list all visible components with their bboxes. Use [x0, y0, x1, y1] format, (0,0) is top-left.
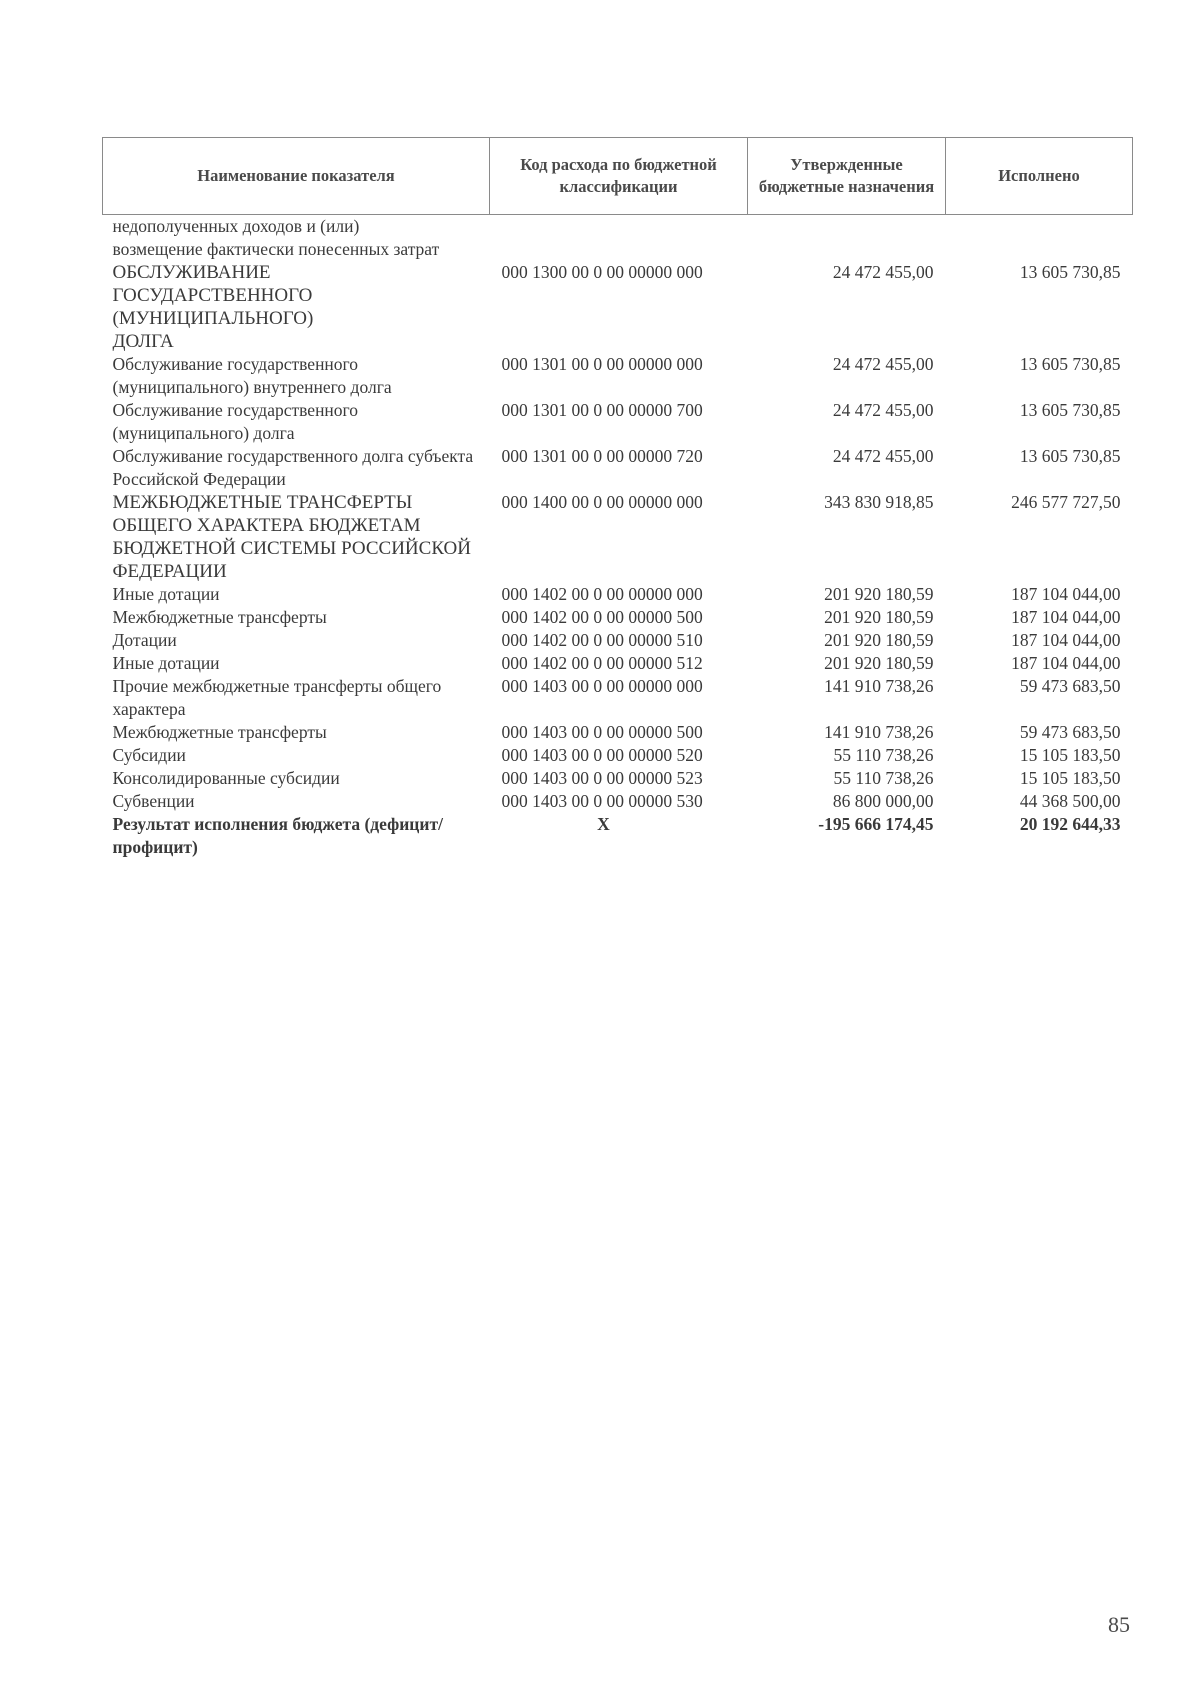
row-name: Прочие межбюджетные трансферты общего характера	[112, 676, 442, 719]
row-code: 000 1301 00 0 00 00000 000	[501, 354, 703, 374]
row-executed: 187 104 044,00	[1011, 584, 1121, 604]
row-code: 000 1300 00 0 00 00000 000	[501, 262, 703, 282]
table-row-result	[103, 813, 1133, 859]
budget-execution-table	[102, 137, 1133, 859]
row-code: 000 1403 00 0 00 00000 000	[501, 676, 703, 696]
row-code: 000 1403 00 0 00 00000 520	[501, 745, 703, 765]
row-executed: 187 104 044,00	[1011, 653, 1121, 673]
row-executed: 187 104 044,00	[1011, 630, 1121, 650]
row-name: Дотации	[112, 630, 177, 650]
row-code: 000 1402 00 0 00 00000 500	[501, 607, 703, 627]
row-executed: 246 577 727,50	[1011, 492, 1121, 512]
row-code	[490, 215, 748, 262]
row-approved: 24 472 455,00	[832, 446, 934, 466]
row-executed: 59 473 683,50	[1019, 722, 1121, 742]
row-code: 000 1402 00 0 00 00000 512	[501, 653, 703, 673]
row-executed: 20 192 644,33	[1019, 814, 1121, 834]
row-name: Межбюджетные трансферты	[112, 722, 327, 742]
table-row	[103, 629, 1133, 652]
row-approved: 201 920 180,59	[824, 653, 934, 673]
row-name: Консолидированные субсидии	[112, 768, 340, 788]
row-name: Обслуживание государственного долга субъекта Российской Федерации	[112, 446, 474, 489]
table-row	[103, 721, 1133, 744]
row-name: Субсидии	[112, 745, 186, 765]
row-approved: -195 666 174,45	[818, 814, 934, 834]
page-number: 85	[1108, 1612, 1130, 1637]
row-name: Иные дотации	[112, 584, 220, 604]
row-name: Межбюджетные трансферты	[112, 607, 327, 627]
header-code: Код расхода по бюджетной классификации	[490, 138, 748, 215]
table-row	[103, 744, 1133, 767]
row-executed: 44 368 500,00	[1019, 791, 1121, 811]
row-approved: 24 472 455,00	[832, 262, 934, 282]
header-approved: Утвержденные бюджетные назначения	[748, 138, 946, 215]
row-approved: 201 920 180,59	[824, 584, 934, 604]
row-name: Обслуживание государственного (муниципального) долга	[112, 400, 359, 443]
table-row	[103, 652, 1133, 675]
table-row	[103, 583, 1133, 606]
row-name: Результат исполнения бюджета (дефицит/профицит)	[112, 814, 443, 857]
row-approved: 24 472 455,00	[832, 400, 934, 420]
row-code: 000 1400 00 0 00 00000 000	[501, 492, 703, 512]
row-approved: 86 800 000,00	[832, 791, 934, 811]
table-row	[103, 399, 1133, 445]
row-code: 000 1403 00 0 00 00000 500	[501, 722, 703, 742]
row-code: X	[597, 814, 610, 834]
row-code: 000 1402 00 0 00 00000 510	[501, 630, 703, 650]
row-executed: 13 605 730,85	[1019, 400, 1121, 420]
row-code: 000 1301 00 0 00 00000 700	[501, 400, 703, 420]
table-row	[103, 261, 1133, 353]
row-name: недополученных доходов и (или) возмещение фактически понесенных затрат	[112, 216, 440, 259]
row-approved: 55 110 738,26	[833, 768, 934, 788]
table-row	[103, 790, 1133, 813]
row-code: 000 1402 00 0 00 00000 000	[501, 584, 703, 604]
row-executed: 187 104 044,00	[1011, 607, 1121, 627]
row-name: МЕЖБЮДЖЕТНЫЕ ТРАНСФЕРТЫ ОБЩЕГО ХАРАКТЕРА БЮДЖЕТАМ БЮДЖЕТНОЙ СИСТЕМЫ РОССИЙСКОЙ ФЕДЕРАЦИИ	[112, 492, 471, 582]
table-row	[103, 353, 1133, 399]
row-approved: 24 472 455,00	[832, 354, 934, 374]
row-executed: 13 605 730,85	[1019, 354, 1121, 374]
row-executed	[946, 215, 1133, 262]
row-name: Иные дотации	[112, 653, 220, 673]
row-approved: 201 920 180,59	[824, 607, 934, 627]
table-body	[103, 215, 1133, 860]
row-executed: 13 605 730,85	[1019, 262, 1121, 282]
row-code: 000 1403 00 0 00 00000 523	[501, 768, 703, 788]
row-approved	[748, 215, 946, 262]
table-row	[103, 491, 1133, 583]
header-executed: Исполнено	[946, 138, 1133, 215]
row-approved: 55 110 738,26	[833, 745, 934, 765]
row-name: ОБСЛУЖИВАНИЕ ГОСУДАРСТВЕННОГО (МУНИЦИПАЛЬНОГО) ДОЛГА	[112, 262, 314, 352]
row-executed: 15 105 183,50	[1019, 768, 1121, 788]
row-executed: 59 473 683,50	[1019, 676, 1121, 696]
row-name: Субвенции	[112, 791, 195, 811]
table-header	[103, 138, 1133, 215]
row-executed: 15 105 183,50	[1019, 745, 1121, 765]
row-approved: 141 910 738,26	[824, 676, 934, 696]
table-row	[103, 606, 1133, 629]
row-code: 000 1301 00 0 00 00000 720	[501, 446, 703, 466]
row-code: 000 1403 00 0 00 00000 530	[501, 791, 703, 811]
row-approved: 343 830 918,85	[824, 492, 934, 512]
table-row	[103, 215, 1133, 262]
row-approved: 201 920 180,59	[824, 630, 934, 650]
row-name: Обслуживание государственного (муниципального) внутреннего долга	[112, 354, 392, 397]
header-name: Наименование показателя	[103, 138, 490, 215]
table-row	[103, 445, 1133, 491]
row-approved: 141 910 738,26	[824, 722, 934, 742]
row-executed: 13 605 730,85	[1019, 446, 1121, 466]
table-row	[103, 767, 1133, 790]
table-row	[103, 675, 1133, 721]
